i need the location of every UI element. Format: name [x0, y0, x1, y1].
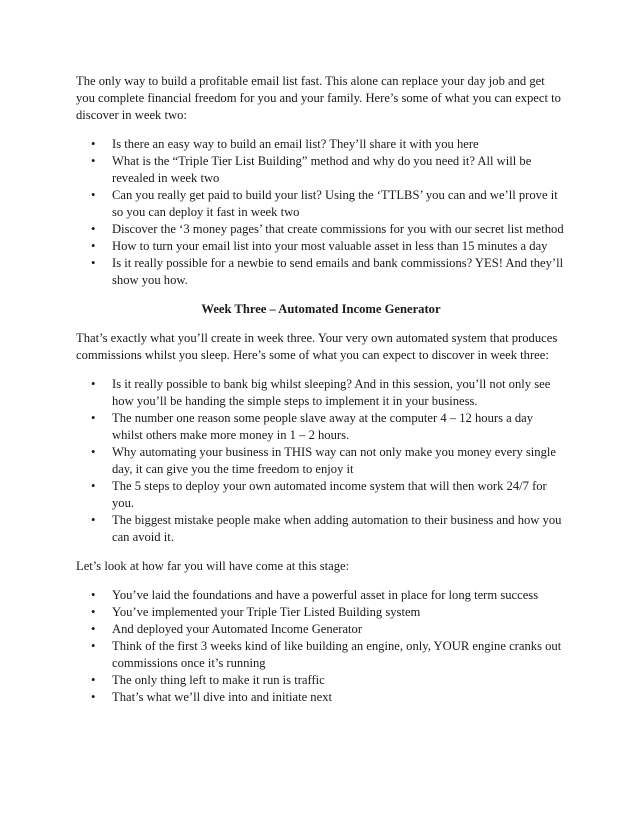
list-item: • Can you really get paid to build your list? Using the ‘TTLBS’ you can and we’ll prove it so you can deploy it fast in week two	[76, 187, 566, 221]
list-item: • Is there an easy way to build an email list? They’ll share it with you here	[76, 136, 566, 153]
document-page	[76, 73, 566, 718]
list-item: • The only thing left to make it run is traffic	[76, 672, 566, 689]
list-item: • How to turn your email list into your most valuable asset in less than 15 minutes a day	[76, 238, 566, 255]
list-item: • And deployed your Automated Income Generator	[76, 621, 566, 638]
list-item: • The biggest mistake people make when adding automation to their business and how you can avoid it.	[76, 512, 566, 546]
list-item: • The number one reason some people slave away at the computer 4 – 12 hours a day whilst others make more money in 1 – 2 hours.	[76, 410, 566, 444]
list-item: • The 5 steps to deploy your own automated income system that will then work 24/7 for you.	[76, 478, 566, 512]
intro-paragraph: The only way to build a profitable email list fast. This alone can replace your day job and get you complete financial freedom for you and your family. Here’s some of what you can expect to discover in week two:	[76, 74, 561, 122]
list-item: • What is the “Triple Tier List Building” method and why do you need it? All will be revealed in week two	[76, 153, 566, 187]
week-three-heading: Week Three – Automated Income Generator	[201, 302, 441, 316]
week-two-list	[76, 136, 566, 289]
stage-list	[76, 587, 566, 706]
list-item: • Is it really possible to bank big whilst sleeping? And in this session, you’ll not only see how you’ll be handing the simple steps to implement it in your business.	[76, 376, 566, 410]
list-item: • You’ve implemented your Triple Tier Listed Building system	[76, 604, 566, 621]
week-three-intro: That’s exactly what you’ll create in week three. Your very own automated system that produces commissions whilst you sleep. Here’s some of what you can expect to discover in week three:	[76, 331, 558, 362]
list-item: • Think of the first 3 weeks kind of like building an engine, only, YOUR engine cranks out commissions once it’s running	[76, 638, 566, 672]
week-three-list	[76, 376, 566, 546]
list-item: • Discover the ‘3 money pages’ that create commissions for you with our secret list method	[76, 221, 566, 238]
list-item: • Why automating your business in THIS way can not only make you money every single day, it can give you the time freedom to enjoy it	[76, 444, 566, 478]
list-item: • You’ve laid the foundations and have a powerful asset in place for long term success	[76, 587, 566, 604]
stage-intro: Let’s look at how far you will have come at this stage:	[76, 559, 350, 573]
list-item: • Is it really possible for a newbie to send emails and bank commissions? YES! And they’ll show you how.	[76, 255, 566, 289]
list-item: • That’s what we’ll dive into and initiate next	[76, 689, 566, 706]
